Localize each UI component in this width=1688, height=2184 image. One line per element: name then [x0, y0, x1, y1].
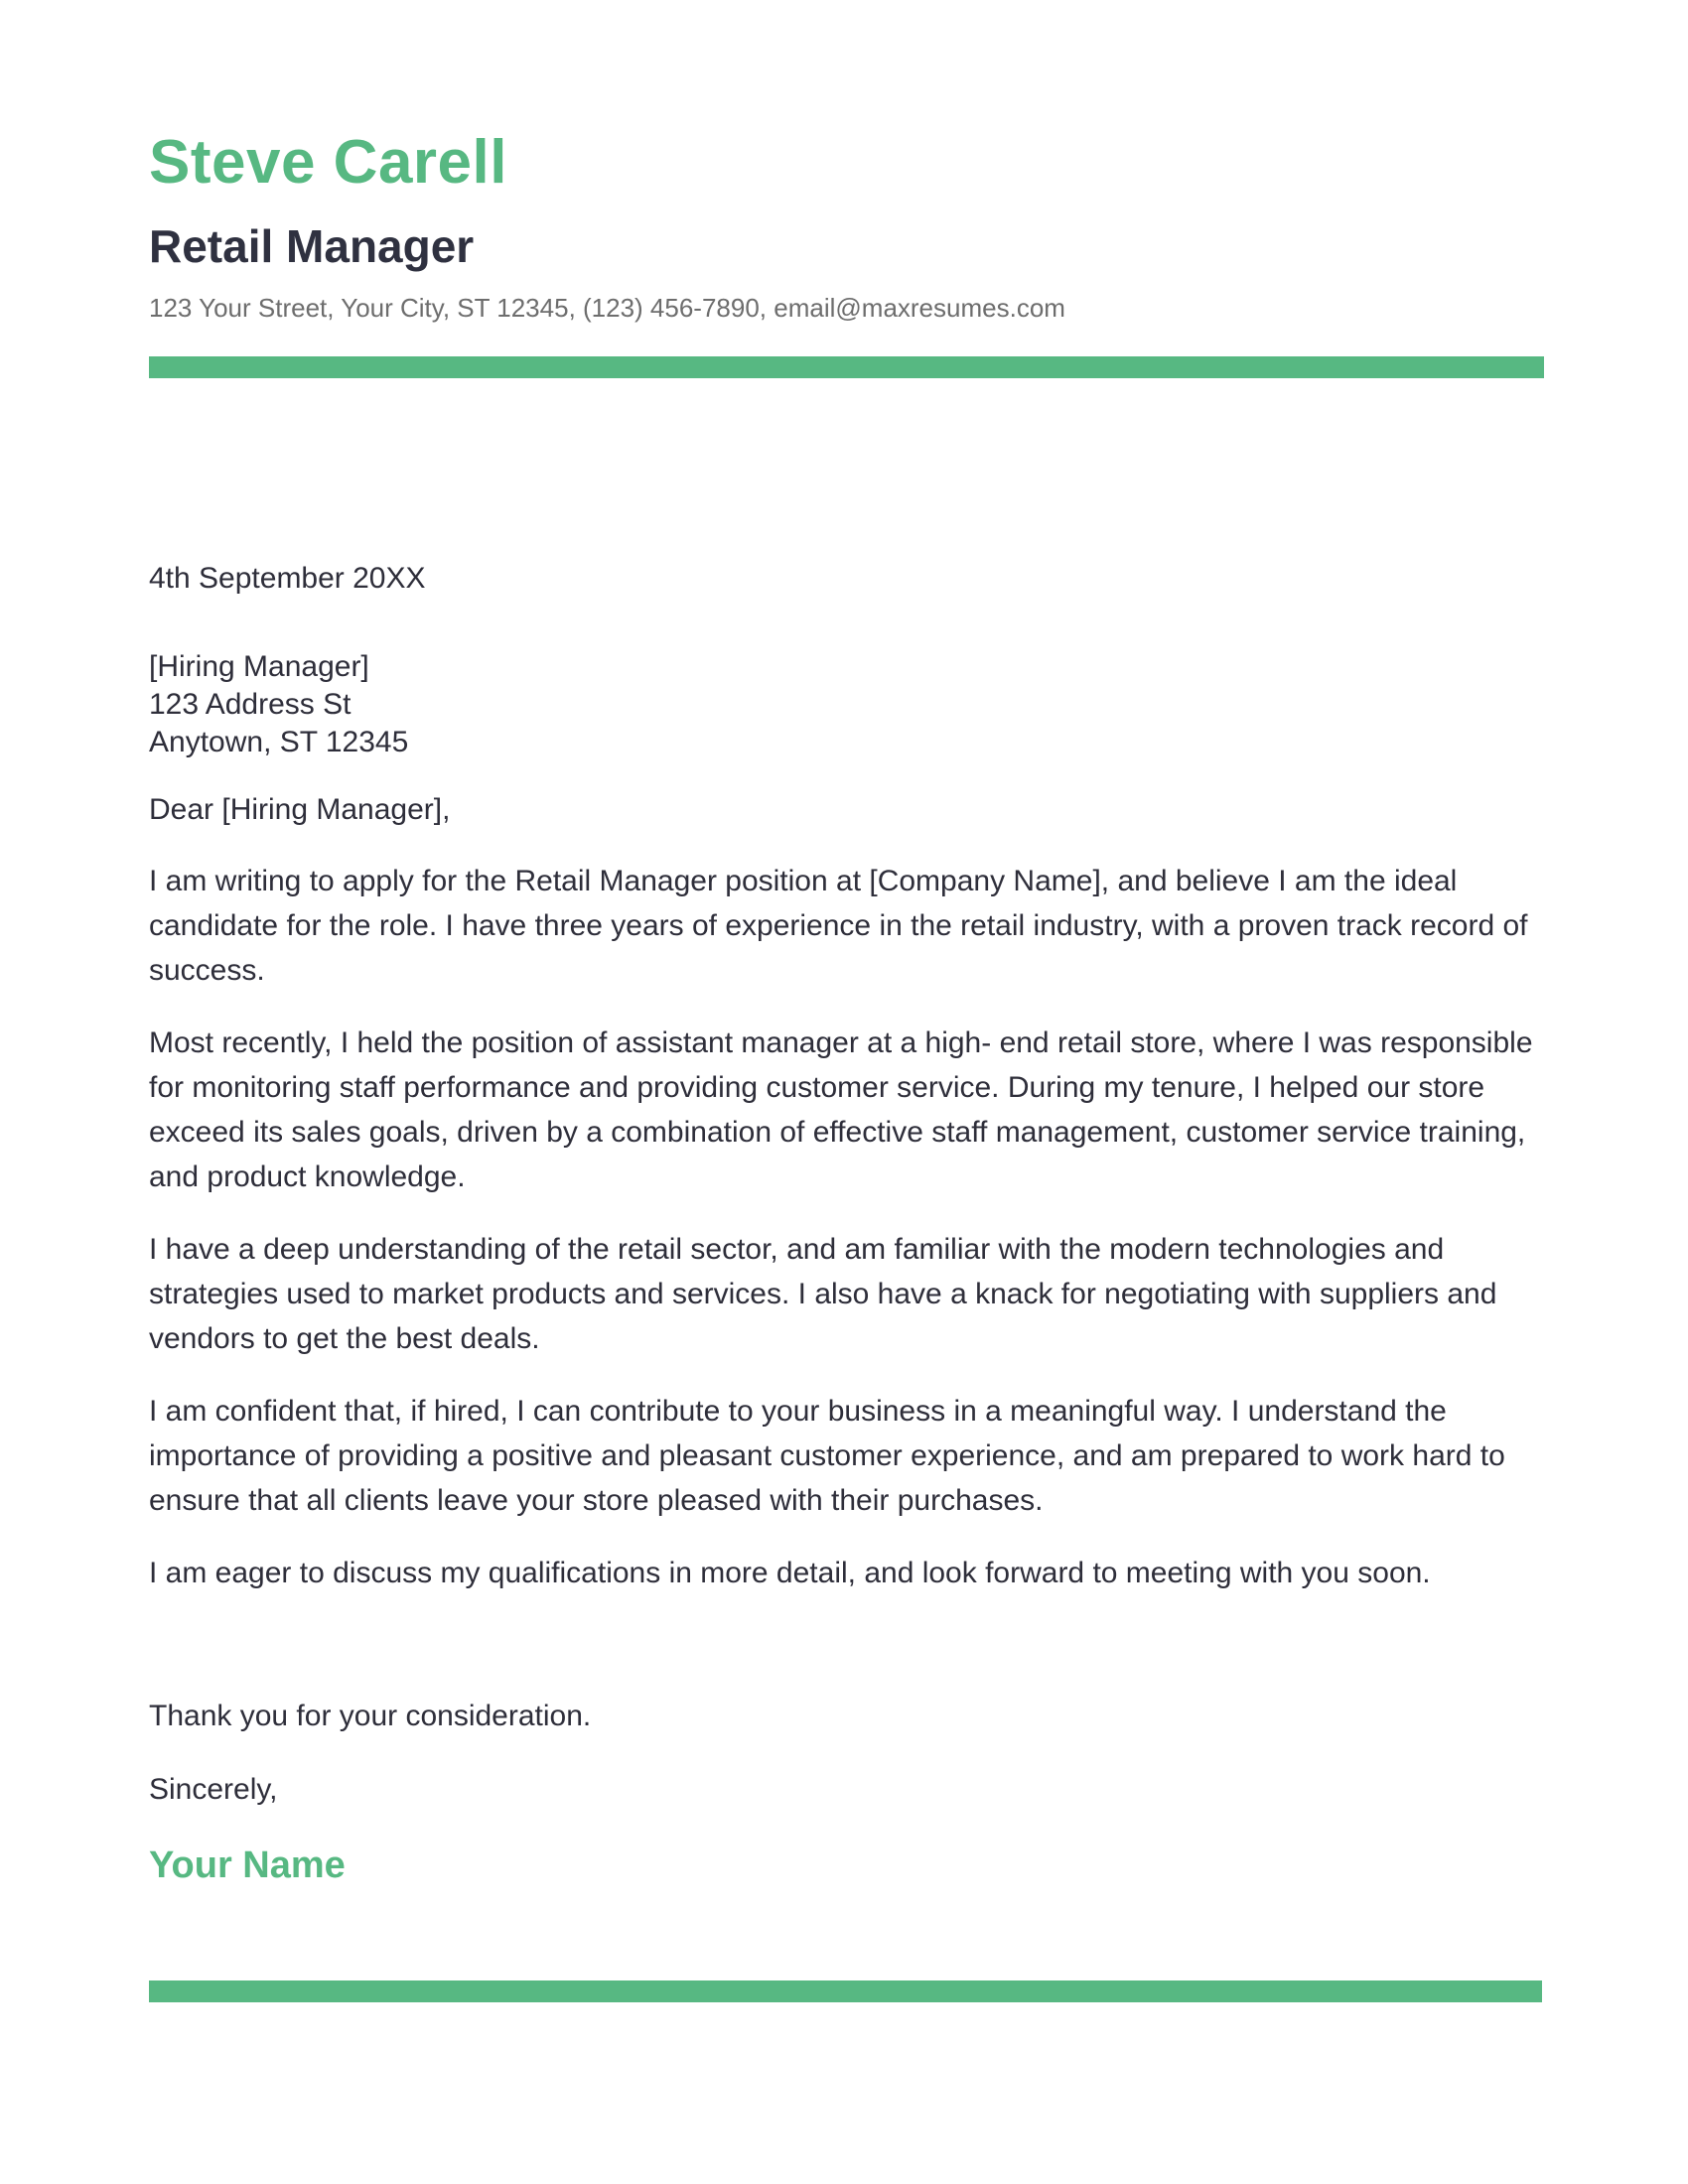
- recipient-name: [Hiring Manager]: [149, 650, 369, 683]
- closing-sincerely: Sincerely,: [149, 1773, 278, 1806]
- recipient-street: 123 Address St: [149, 688, 352, 721]
- job-title: Retail Manager: [149, 220, 475, 272]
- cover-letter-page: [149, 0, 1544, 2184]
- recipient-address: [149, 648, 1554, 761]
- recipient-city: Anytown, ST 12345: [149, 726, 409, 758]
- contact-info: 123 Your Street, Your City, ST 12345, (123) 456-7890, email@maxresumes.com: [149, 293, 1065, 323]
- applicant-name: Steve Carell: [149, 128, 507, 197]
- letter-paragraph: I have a deep understanding of the retail sector, and am familiar with the modern technologies and strategies used to market products and services. I also have a knack for negotiating with suppliers and vendors to get the best deals.: [149, 1233, 1497, 1355]
- letter-body: [149, 859, 1554, 1623]
- letter-paragraph: Most recently, I held the position of assistant manager at a high- end retail store, where I was responsible for monitoring staff performance and providing customer service. During my tenure, I helped our store exceed its sales goals, driven by a combination of effective staff management, customer service training, and product knowledge.: [149, 1026, 1533, 1193]
- salutation: Dear [Hiring Manager],: [149, 793, 451, 826]
- signature-name: Your Name: [149, 1844, 346, 1886]
- letter-paragraph: I am confident that, if hired, I can contribute to your business in a meaningful way. I understand the importance of providing a positive and pleasant customer experience, and am prepared to work hard to ensure that all clients leave your store pleased with their purchases.: [149, 1395, 1505, 1517]
- letter-date: 4th September 20XX: [149, 562, 426, 595]
- header-divider: [149, 356, 1544, 378]
- footer-divider: [149, 1980, 1542, 2002]
- closing-thanks: Thank you for your consideration.: [149, 1700, 592, 1732]
- letter-paragraph: I am writing to apply for the Retail Manager position at [Company Name], and believe I am the ideal candidate for the role. I have three years of experience in the retail industry, with a proven track record of success.: [149, 865, 1528, 987]
- letter-paragraph: I am eager to discuss my qualifications in more detail, and look forward to meeting with you soon.: [149, 1557, 1431, 1589]
